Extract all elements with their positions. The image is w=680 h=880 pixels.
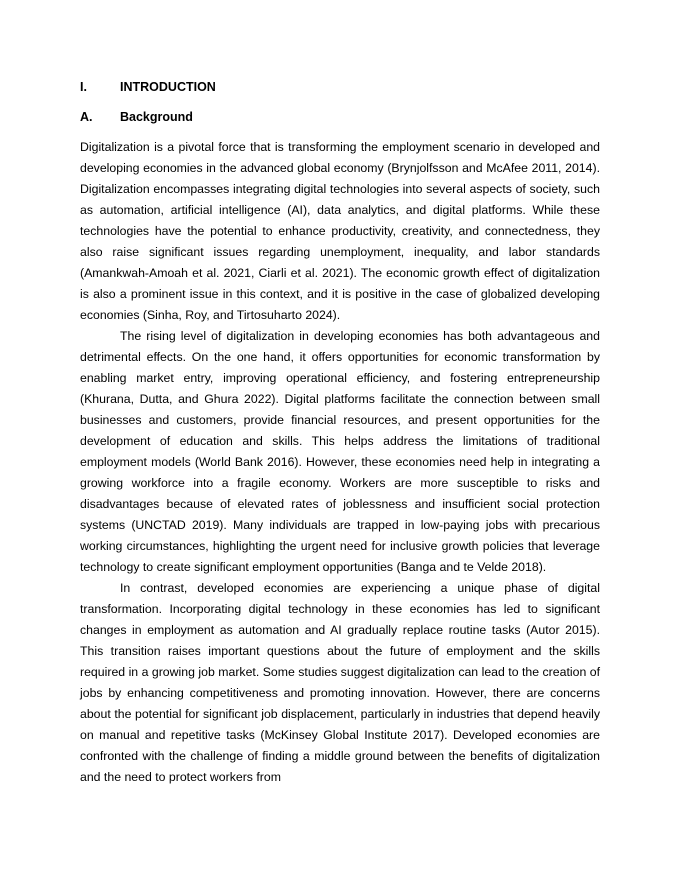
paragraph-2: The rising level of digitalization in developing economies has both advantageous and detrimental effects. On the one hand, it offers opportunities for economic transformation by enabling market entry, improving operational efficiency, and fostering entrepreneurship (Khurana, Dutta, and Ghura 2022). Digital platforms facilitate the connection between small businesses and customers, provide financial resources, and present opportunities for the development of education and skills. This helps address the limitations of traditional employment models (World Bank 2016). However, these economies need help in integrating a growing workforce into a fragile economy. Workers are more susceptible to risks and disadvantages because of elevated rates of joblessness and insufficient social protection systems (UNCTAD 2019). Many individuals are trapped in low-paying jobs with precarious working circumstances, highlighting the urgent need for inclusive growth policies that leverage technology to create significant employment opportunities (Banga and te Velde 2018). bbox=[80, 329, 600, 574]
subsection-number: A. bbox=[80, 110, 93, 124]
paragraph-3: In contrast, developed economies are experiencing a unique phase of digital transformation. Incorporating digital technology in these economies has led to significant changes in employment as automation and AI gradually replace routine tasks (Autor 2015). This transition raises important questions about the future of employment and the skills required in a growing job market. Some studies suggest digitalization can lead to the creation of jobs by enhancing competitiveness and promoting innovation. However, there are concerns about the potential for significant job displacement, particularly in industries that depend heavily on manual and repetitive tasks (McKinsey Global Institute 2017). Developed economies are confronted with the challenge of finding a middle ground between the benefits of digitalization and the need to protect workers from bbox=[80, 581, 600, 784]
body-text bbox=[80, 137, 600, 788]
section-title: INTRODUCTION bbox=[120, 80, 216, 94]
subsection-heading bbox=[80, 109, 193, 125]
section-heading bbox=[80, 79, 216, 95]
subsection-title: Background bbox=[120, 110, 193, 124]
paragraph-1: Digitalization is a pivotal force that is transforming the employment scenario in developed and developing economies in the advanced global economy (Brynjolfsson and McAfee 2011, 2014). Digitalization encompasses integrating digital technologies into several aspects of society, such as automation, artificial intelligence (AI), data analytics, and digital platforms. While these technologies have the potential to enhance productivity, creativity, and connectedness, they also raise significant issues regarding unemployment, inequality, and labor standards (Amankwah-Amoah et al. 2021, Ciarli et al. 2021). The economic growth effect of digitalization is also a prominent issue in this context, and it is positive in the case of globalized developing economies (Sinha, Roy, and Tirtosuharto 2024). bbox=[80, 140, 600, 322]
section-number: I. bbox=[80, 80, 87, 94]
